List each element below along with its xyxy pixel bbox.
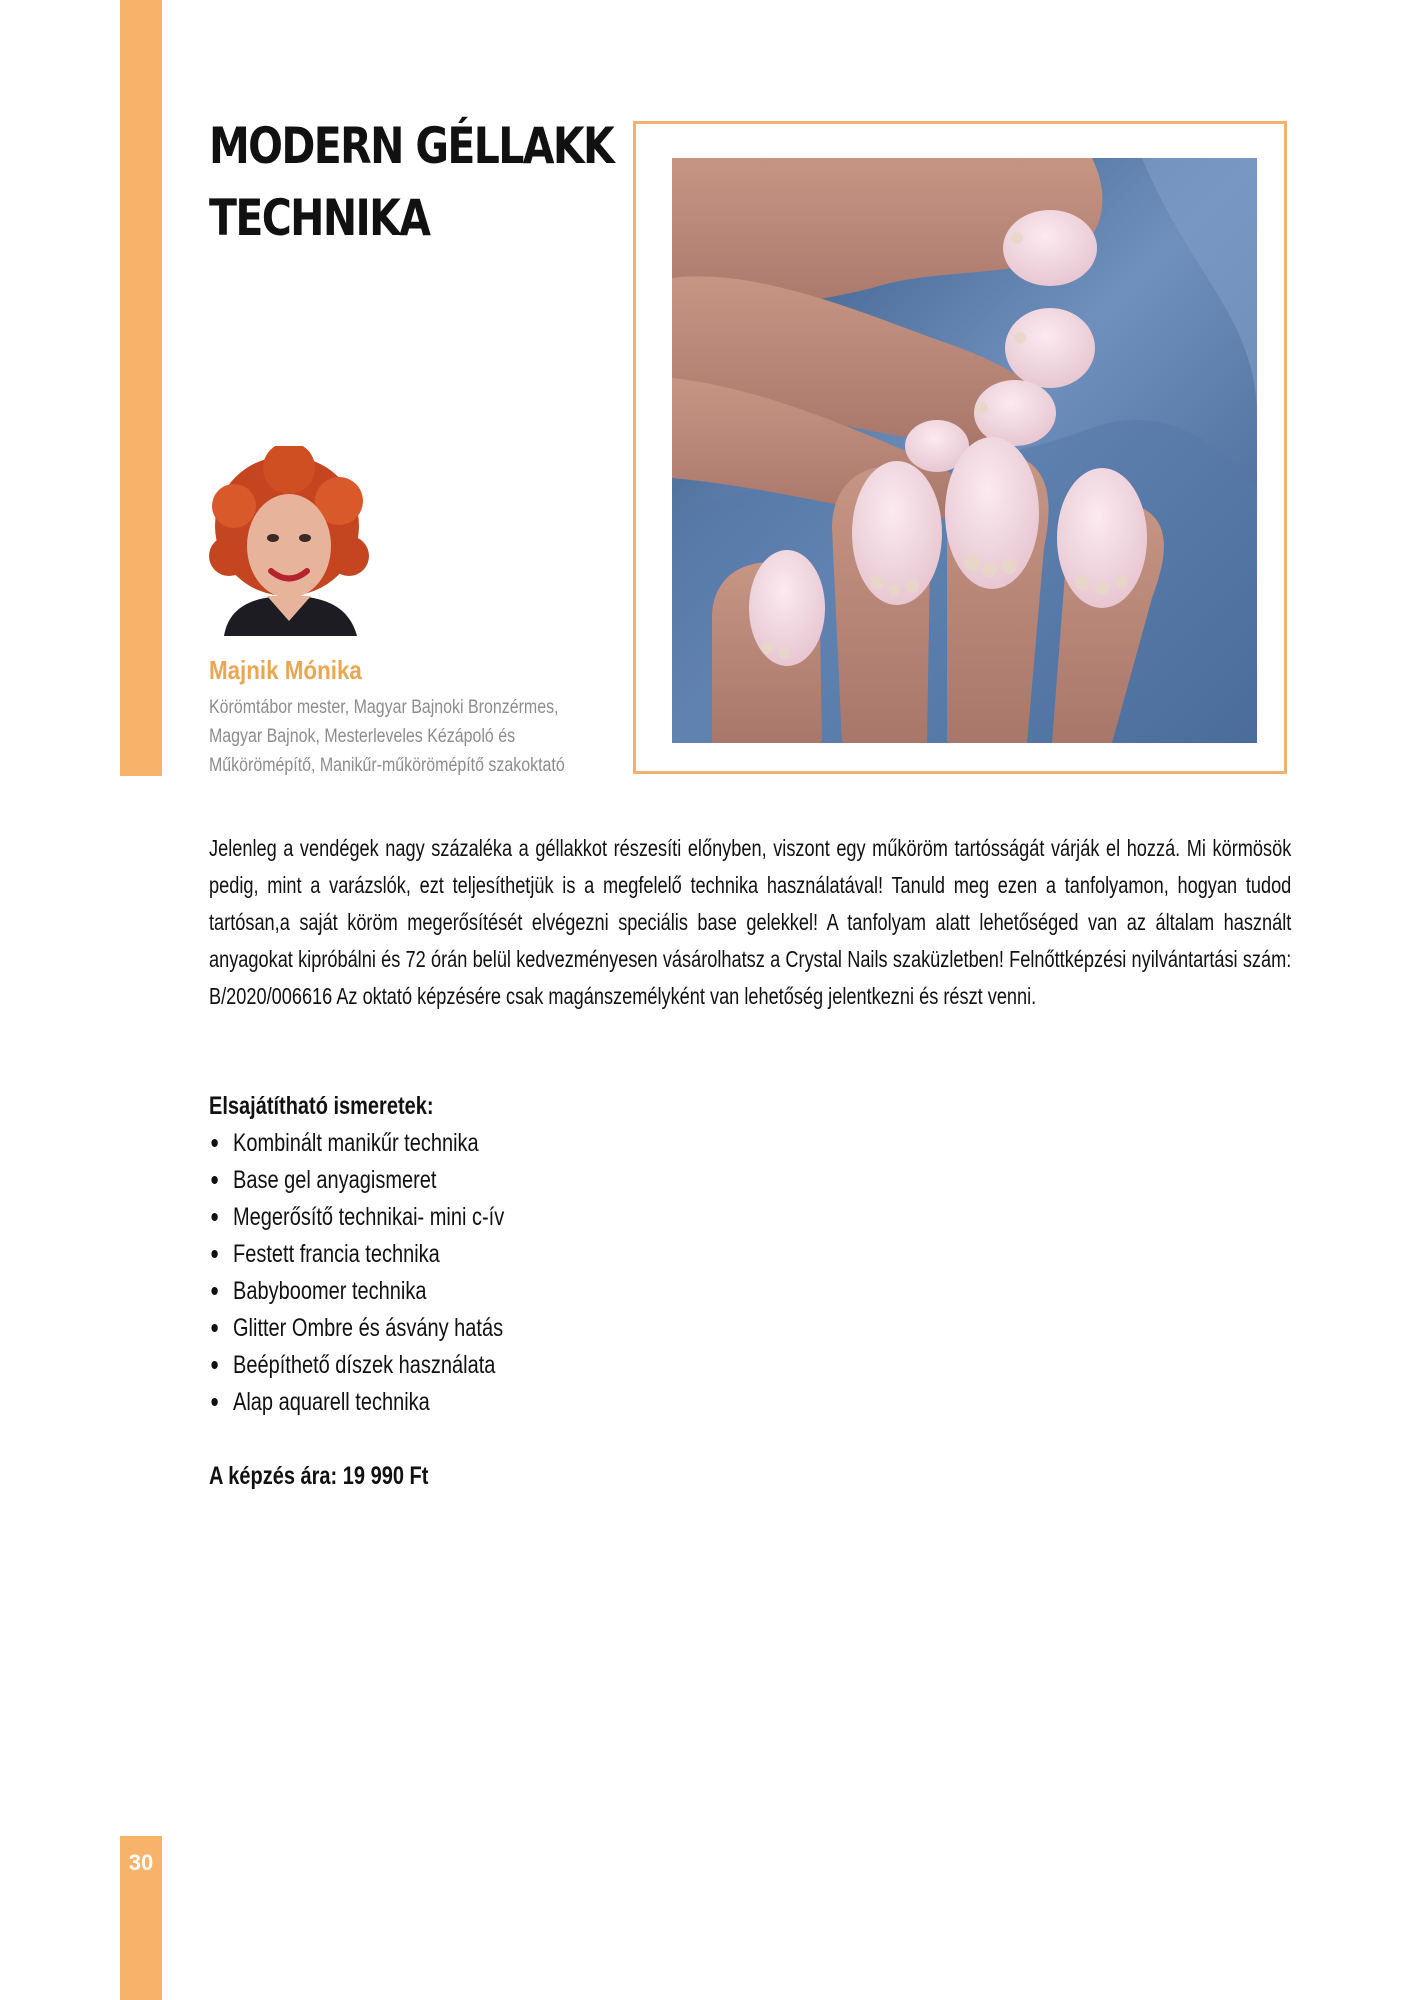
skills-list [209, 1125, 849, 1421]
skill-label: Alap aquarell technika [233, 1388, 430, 1416]
skill-label: Kombinált manikűr technika [233, 1129, 479, 1157]
page-title [209, 110, 614, 254]
page-number: 30 [128, 1850, 154, 1875]
credentials-line: Körömtábor mester, Magyar Bajnoki Bronzérmes, [209, 697, 559, 718]
instructor-credentials [209, 693, 579, 780]
page-title-line1: MODERN GÉLLAKK [209, 117, 614, 175]
skills-section [209, 1088, 849, 1421]
list-item [209, 1125, 849, 1162]
skill-label: Babyboomer technika [233, 1277, 427, 1305]
list-item [209, 1310, 849, 1347]
list-item [209, 1384, 849, 1421]
list-item [209, 1273, 849, 1310]
instructor-portrait [209, 446, 369, 636]
page-title-line2: TECHNIKA [209, 189, 430, 247]
bullet-icon [211, 1213, 217, 1221]
list-item [209, 1347, 849, 1384]
bullet-icon [211, 1324, 217, 1332]
skill-label: Glitter Ombre és ásvány hatás [233, 1314, 504, 1342]
skill-label: Beépíthető díszek használata [233, 1351, 496, 1379]
bullet-icon [211, 1250, 217, 1258]
list-item [209, 1162, 849, 1199]
instructor-name: Majnik Mónika [209, 655, 362, 685]
course-price: A képzés ára: 19 990 Ft [209, 1462, 429, 1490]
list-item [209, 1236, 849, 1273]
bullet-icon [211, 1361, 217, 1369]
credentials-line: Magyar Bajnok, Mesterleveles Kézápoló és [209, 726, 516, 747]
skill-label: Megerősítő technikai- mini c-ív [233, 1203, 505, 1231]
credentials-line: Műkörömépítő, Manikűr-műkörömépítő szakoktató [209, 755, 565, 776]
course-description: Jelenleg a vendégek nagy százaléka a géllakkot részesíti előnyben, viszont egy műköröm tartósságát várják el hozzá. Mi körmösök pedig, mint a varázslók, ezt teljesíthetjük is a megfelelő technika használatával! Tanuld meg ezen a tanfolyamon, hogyan tudod tartósan,a saját köröm megerősítését elvégezni speciális base gelekkel! A tanfolyam alatt lehetőséged van az általam használt anyagokat kipróbálni és 72 órán belül kedvezményesen vásárolhatsz a Crystal Nails szaküzletben! Felnőttképzési nyilvántartási szám: B/2020/006616 Az oktató képzésére csak magánszemélyként van lehetőség jelentkezni és részt venni. [209, 835, 1292, 1009]
skills-heading: Elsajátítható ismeretek: [209, 1092, 434, 1120]
skill-label: Festett francia technika [233, 1240, 440, 1268]
list-item [209, 1199, 849, 1236]
bullet-icon [211, 1139, 217, 1147]
skill-label: Base gel anyagismeret [233, 1166, 437, 1194]
nail-photo-frame [633, 121, 1287, 774]
nail-photo [672, 158, 1257, 743]
accent-bar-top [120, 0, 162, 776]
bullet-icon [211, 1398, 217, 1406]
bullet-icon [211, 1287, 217, 1295]
bullet-icon [211, 1176, 217, 1184]
